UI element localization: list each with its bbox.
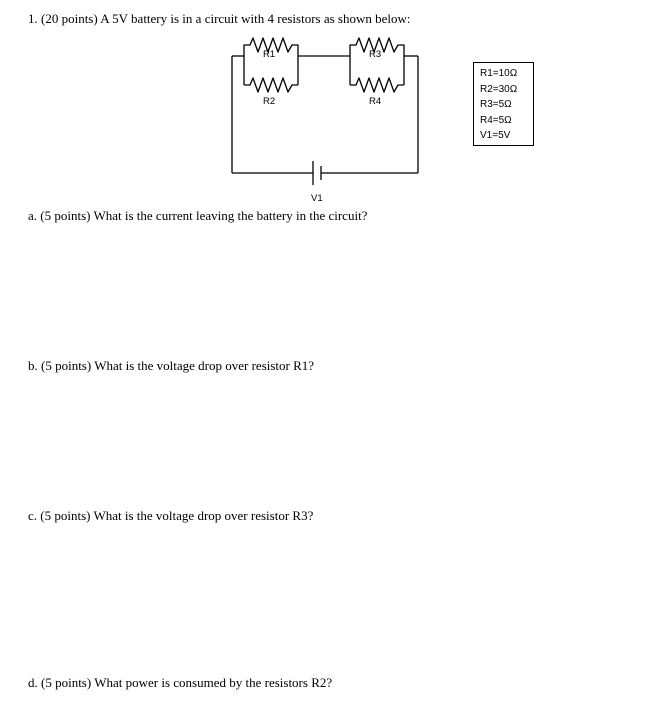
question-part-d: d. (5 points) What power is consumed by the resistors R2? [28,675,333,690]
question-part-c: c. (5 points) What is the voltage drop over resistor R3? [28,508,314,523]
question-title: 1. (20 points) A 5V battery is in a circuit with 4 resistors as shown below: [28,11,411,26]
question-part-b: b. (5 points) What is the voltage drop over resistor R1? [28,358,315,373]
label-r1: R1 [263,49,276,60]
label-r3: R3 [369,49,382,60]
label-r4: R4 [369,96,382,107]
label-r2: R2 [263,96,276,107]
component-values-box [473,62,534,146]
resistor-r4 [350,78,404,92]
value-v1: V1=5V [480,130,511,141]
value-r3: R3=5Ω [480,99,512,110]
value-r1: R1=10Ω [480,68,518,79]
value-r4: R4=5Ω [480,114,512,126]
question-part-a: a. (5 points) What is the current leaving the battery in the circuit? [28,208,368,223]
resistor-r2 [244,78,298,92]
label-v1: V1 [311,193,323,204]
value-r2: R2=30Ω [480,83,518,95]
